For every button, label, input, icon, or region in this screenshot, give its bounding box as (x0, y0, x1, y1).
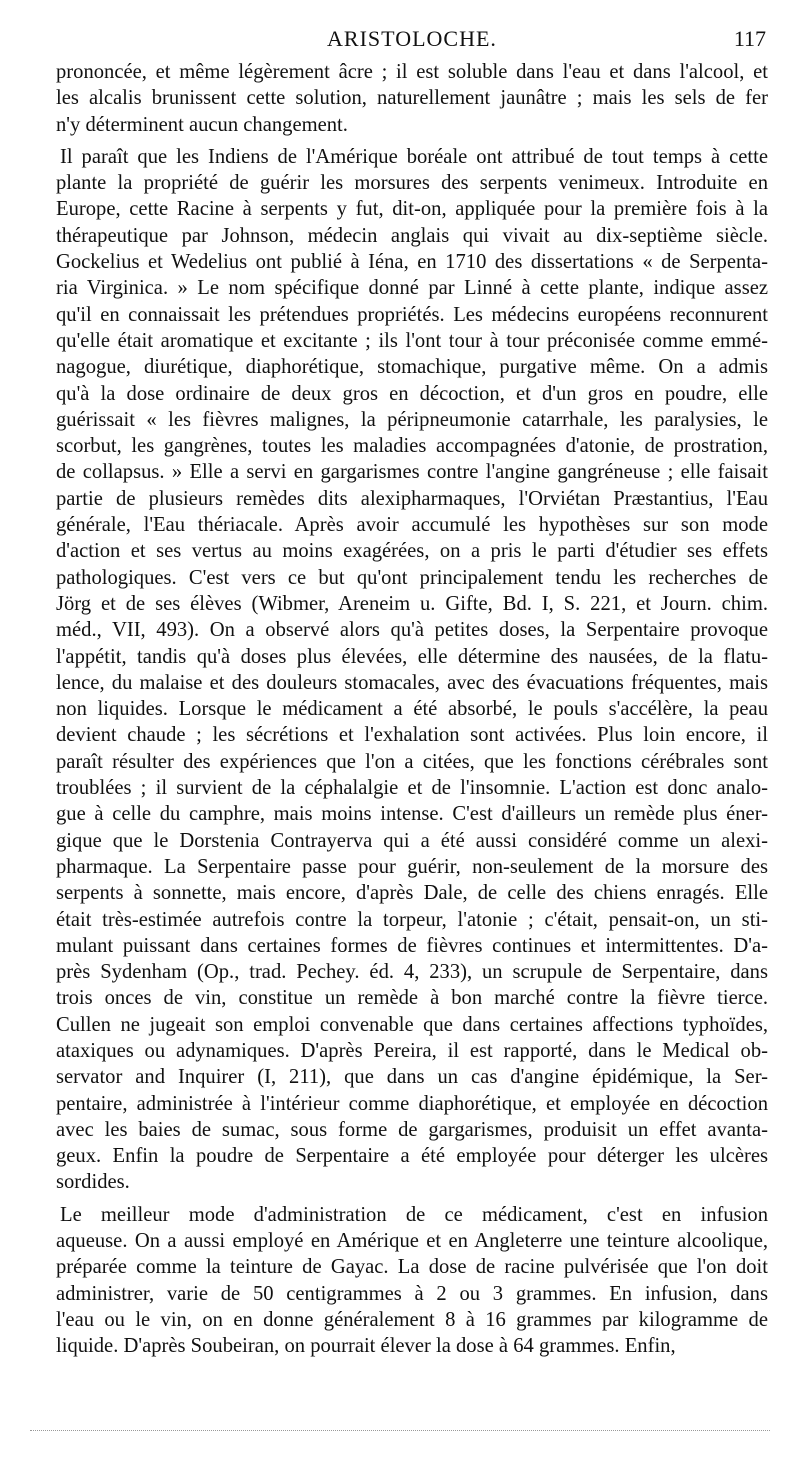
text-line: lence, du malaise et des douleurs stomacales, avec des évacuations fréquentes, mais (56, 671, 768, 694)
text-line: méd., VII, 493). On a observé alors qu'à petites doses, la Serpentaire provoque (56, 619, 768, 642)
text-line: gique que le Dorstenia Contrayerva qui a été aussi considéré comme un alexi- (56, 829, 768, 852)
page-title: ARISTOLOCHE. (327, 26, 497, 51)
page-bottom-rule (30, 1430, 770, 1437)
text-line: n'y déterminent aucun changement. (56, 113, 348, 136)
text-line: plante la propriété de guérir les morsures des serpents venimeux. Introduite en (56, 172, 768, 195)
text-line: préparée comme la teinture de Gayac. La dose de racine pulvérisée que l'on doit (56, 1256, 768, 1279)
text-line: nagogue, diurétique, diaphorétique, stomachique, purgative même. On a admis (56, 356, 768, 379)
text-line: qu'à la dose ordinaire de deux gros en décoction, et d'un gros en poudre, elle (56, 382, 768, 405)
text-line: Le meilleur mode d'administration de ce médicament, c'est en infusion (60, 1203, 768, 1226)
text-line: scorbut, les gangrènes, toutes les maladies accompagnées d'atonie, de prostration, (56, 435, 768, 458)
text-line: ataxiques ou adynamiques. D'après Pereira, il est rapporté, dans le Medical ob- (56, 1039, 768, 1062)
text-line: geux. Enfin la poudre de Serpentaire a été employée pour déterger les ulcères (56, 1145, 768, 1168)
text-line: aqueuse. On a aussi employé en Amérique et en Angleterre une teinture alcoolique, (56, 1230, 768, 1253)
text-line: Il paraît que les Indiens de l'Amérique boréale ont attribué de tout temps à cette (60, 145, 768, 168)
text-line: servator and Inquirer (I, 211), que dans un cas d'angine épidémique, la Ser- (56, 1066, 768, 1089)
page-number: 117 (733, 26, 766, 51)
text-line: était très-estimée autrefois contre la torpeur, l'atonie ; c'était, pensait-on, un sti- (56, 908, 768, 931)
text-line: partie de plusieurs remèdes dits alexipharmaques, l'Orviétan Præstantius, l'Eau (56, 487, 768, 510)
text-line: paraît résulter des expériences que l'on a citées, que les fonctions cérébrales sont (56, 750, 768, 773)
text-line: sordides. (56, 1171, 130, 1194)
text-line: guérissait « les fièvres malignes, la péripneumonie catarrhale, les paralysies, le (56, 408, 768, 431)
text-line: trois onces de vin, constitue un remède à bon marché contre la fièvre tierce. (56, 987, 768, 1010)
text-line: thérapeutique par Johnson, médecin anglais qui vivait au dix-septième siècle. (56, 224, 768, 247)
text-line: pharmaque. La Serpentaire passe pour guérir, non-seulement de la morsure des (56, 855, 768, 878)
text-line: Europe, cette Racine à serpents y fut, dit-on, appliquée pour la première fois à la (56, 198, 768, 221)
text-line: prononcée, et même légèrement âcre ; il est soluble dans l'eau et dans l'alcool, et (56, 61, 768, 83)
text-line: troublées ; il survient de la céphalalgie et de l'insomnie. L'action est donc analo- (56, 777, 768, 800)
text-line: devient chaude ; les sécrétions et l'exhalation sont activées. Plus loin encore, il (56, 724, 768, 747)
running-header (56, 26, 768, 56)
paragraph (56, 144, 768, 1196)
text-line: ria Virginica. » Le nom spécifique donné par Linné à cette plante, indique assez (56, 277, 768, 300)
text-line: près Sydenham (Op., trad. Pechey. éd. 4, 233), un scrupule de Serpentaire, dans (56, 961, 768, 984)
text-line: qu'elle était aromatique et excitante ; ils l'ont tour à tour préconisée comme emmé- (56, 329, 768, 352)
text-line: l'eau ou le vin, on en donne généralement 8 à 16 grammes par kilogramme de (56, 1308, 768, 1331)
text-line: Gockelius et Wedelius ont publié à Iéna, en 1710 des dissertations « de Serpenta- (56, 251, 768, 274)
text-line: de collapsus. » Elle a servi en gargarismes contre l'angine gangréneuse ; elle faisait (56, 461, 768, 484)
text-line: gue à celle du camphre, mais moins intense. C'est d'ailleurs un remède plus éner- (56, 803, 768, 826)
text-line: liquide. D'après Soubeiran, on pourrait élever la dose à 64 grammes. Enfin, (56, 1335, 676, 1358)
text-line: pentaire, administrée à l'intérieur comme diaphorétique, et employée en décoction (56, 1092, 768, 1115)
paragraph (56, 1202, 768, 1360)
text-line: Cullen ne jugeait son emploi convenable que dans certaines affections typhoïdes, (56, 1013, 768, 1036)
text-line: pathologiques. C'est vers ce but qu'ont principalement tendu les recherches de (56, 566, 768, 589)
body-text (56, 59, 768, 1360)
text-line: l'appétit, tandis qu'à doses plus élevées, elle détermine des nausées, de la flatu- (56, 645, 768, 668)
paragraph (56, 59, 768, 138)
text-line: d'action et ses vertus au moins exagérées, on a pris le parti d'étudier ses effets (56, 540, 768, 563)
text-line: administrer, varie de 50 centigrammes à 2 ou 3 grammes. En infusion, dans (56, 1282, 768, 1305)
text-line: qu'il en connaissait les prétendues propriétés. Les médecins européens reconnurent (56, 303, 768, 326)
text-line: les alcalis brunissent cette solution, naturellement jaunâtre ; mais les sels de fer (56, 87, 768, 110)
text-line: Jörg et de ses élèves (Wibmer, Areneim u. Gifte, Bd. I, S. 221, et Journ. chim. (56, 592, 768, 615)
text-line: mulant puissant dans certaines formes de fièvres continues et intermittentes. D'a- (56, 934, 768, 957)
text-line: générale, l'Eau thériacale. Après avoir accumulé les hypothèses sur son mode (56, 514, 768, 537)
text-line: serpents à sonnette, mais encore, d'après Dale, de celle des chiens enragés. Elle (56, 882, 768, 905)
text-line: non liquides. Lorsque le médicament a été absorbé, le pouls s'accélère, la peau (56, 698, 768, 721)
text-line: avec les baies de sumac, sous forme de gargarismes, produisit un effet avanta- (56, 1118, 768, 1141)
